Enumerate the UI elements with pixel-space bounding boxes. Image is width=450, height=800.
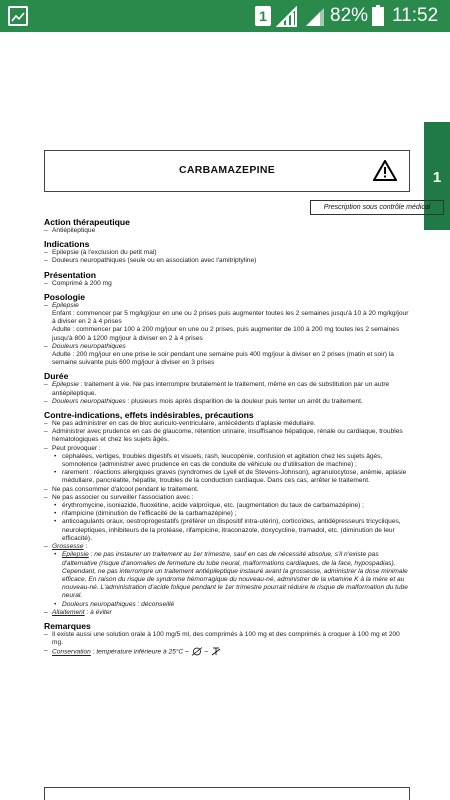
status-bar	[0, 0, 450, 32]
grossesse-colon: :	[83, 543, 88, 551]
ci-item: – Ne pas administrer en cas de bloc auriculo-ventriculaire, antécédents d'aplasie médullaire.	[44, 420, 410, 428]
signal-sim1-icon	[276, 6, 298, 28]
next-card-box	[44, 787, 410, 800]
section-ci-heading: Contre-indications, effets indésirables, précautions	[44, 410, 254, 421]
conservation-label: Conservation	[52, 648, 91, 656]
posologie-epilepsie: – Epilepsie	[44, 302, 410, 310]
gallery-notification-icon	[8, 6, 28, 26]
duree-douleurs-label: Douleurs neuropathiques	[52, 397, 126, 405]
indication-item: – Epilepsie (à l'exclusion du petit mal)	[44, 249, 410, 257]
conservation-text: : température inférieure à 25°C –	[90, 648, 189, 656]
warning-triangle-icon	[373, 160, 397, 181]
battery-icon	[372, 5, 384, 26]
ci-item: – Administrer avec prudence en cas de glaucome, rétention urinaire, insuffisance hépatique, rénale ou cardiaque, troubles hématologiques et chez les sujets âgés.	[44, 428, 410, 444]
posologie-douleurs-adulte: Adulte : 200 mg/jour en une prise le soir pendant une semaine puis 400 mg/jour à diviser en 2 prises (matin et soir) la semaine suivante puis 600 mg/jour à diviser en 3 prises	[52, 351, 394, 367]
remarque-conservation	[44, 647, 410, 656]
document-header	[44, 150, 410, 192]
posologie-adulte: Adulte : commencer par 100 à 200 mg/jour en une ou 2 prises, puis augmenter de 100 à 200 mg toutes les 2 semaines jusqu'à 800 à 1200 mg/jour à diviser en 2 à 4 prises	[52, 326, 400, 342]
temperature-limit-icon	[210, 647, 222, 656]
battery-percent: 82%	[330, 5, 369, 26]
prescription-badge: Prescription sous contrôle médical	[310, 200, 444, 215]
allaitement-text: : à éviter	[84, 608, 112, 616]
sim-badge: 1	[255, 6, 271, 26]
grossesse-label: Grossesse	[52, 543, 84, 551]
ci-subitem: • céphalées, vertiges, troubles digestifs et visuels, rash, leucopénie, confusion et agitation chez les sujets âgés, somnolence (administrer avec prudence en cas de conduite de véhicule ou d'utilisation de machine) ;	[44, 453, 410, 469]
conservation-dash: –	[204, 648, 209, 656]
ci-item: – Peut provoquer :	[44, 445, 410, 453]
no-freezing-icon	[191, 647, 203, 656]
duree-epilepsie-label: Epilepsie	[52, 381, 79, 389]
posologie-douleurs: – Douleurs neuropathiques	[44, 343, 410, 351]
drug-title: CARBAMAZEPINE	[178, 164, 276, 176]
section-posologie-heading: Posologie	[44, 291, 86, 302]
section-duree-heading: Durée	[44, 371, 69, 382]
presentation-item: – Comprimé à 200 mg	[44, 280, 410, 288]
grossesse-epilepsie-label: Epilepsie	[62, 551, 89, 559]
allaitement-item	[44, 609, 410, 617]
action-item: – Antiépileptique	[44, 227, 410, 235]
section-remarques-heading: Remarques	[44, 620, 91, 631]
page-number-tab[interactable]: 1	[424, 122, 450, 230]
grossesse-epilepsie	[44, 551, 410, 600]
ci-item: – Ne pas consommer d'alcool pendant le traitement.	[44, 486, 410, 494]
ci-item: – Ne pas associer ou surveiller l'association avec :	[44, 494, 410, 502]
title-box	[44, 150, 410, 192]
section-action-heading: Action thérapeutique	[44, 217, 130, 227]
indication-item: – Douleurs neuropathiques (seule ou en association avec l'amitriptyline)	[44, 257, 410, 265]
grossesse-item	[44, 543, 410, 551]
section-presentation-heading: Présentation	[44, 269, 97, 280]
document-body	[44, 217, 410, 657]
grossesse-douleurs: • Douleurs neuropathiques : déconseillé	[44, 601, 410, 609]
signal-sim2-icon	[304, 6, 326, 28]
duree-epilepsie	[44, 381, 410, 397]
ci-subitem: • rarement : réactions allergiques graves (syndromes de Lyell et de Stevens-Johnson), agranulocytose, anémie, aplasie médullaire, pancréatite, hépatite, troubles de la conduction cardiaque. Dans ces cas, arrêter le traitement.	[44, 469, 410, 485]
allaitement-label: Allaitement	[52, 608, 85, 616]
clock: 11:52	[392, 5, 439, 26]
grossesse-epilepsie-text: : ne pas instaurer un traitement au 1er trimestre, sauf en cas de nécessité absolue, s'il n'existe pas d'alternative (risque d'anomalies de fermeture du tube neural, malformations cardiaques, de la face, hypospadias). Cependant, ne pas interrompre un traitement antiépileptique instauré avant la grossesse, administrer la dose minimale efficace. En raison du risque de syndrome hémorragique du nouveau-né, administrer de la vitamine K à la mère et au nouveau-né. L'administration d'acide folique pendant le 1er trimestre pourrait réduire le risque de malformation du tube neural.	[62, 551, 408, 600]
remarque-item: – Il existe aussi une solution orale à 100 mg/5 ml, des comprimés à 100 mg et des comprimés à croquer à 100 mg et 200 mg.	[44, 631, 410, 647]
duree-epilepsie-text: : traitement à vie. Ne pas interrompre brutalement le traitement, même en cas de substitution par un autre antiépileptique.	[52, 381, 390, 397]
duree-douleurs	[44, 398, 410, 406]
ci-subitem: • érythromycine, isoniazide, fluoxétine, acide valproïque, etc. (augmentation du taux de carbamazépine) ;	[44, 502, 410, 510]
duree-douleurs-text: : plusieurs mois après disparition de la douleur puis tenter un arrêt du traitement.	[125, 397, 363, 405]
section-indications-heading: Indications	[44, 239, 90, 250]
posologie-enfant: Enfant : commencer par 5 mg/kg/jour en une ou 2 prises puis augmenter toutes les 2 semaines jusqu'à 10 à 20 mg/kg/jour à diviser en 2 à 4 prises	[52, 310, 409, 326]
ci-subitem: • rifampicine (diminution de l'efficacité de la carbamazépine) ;	[44, 510, 410, 518]
ci-subitem: • anticoagulants oraux, oestroprogestatifs (préférer un dispositif intra-utérin), corticoïdes, antidépresseurs tricycliques, neuroleptiques, inhibiteurs de la protéase, rifampicine, itraconazole, doxycycline, tramadol, etc. (diminution de leur efficacité).	[44, 518, 410, 543]
